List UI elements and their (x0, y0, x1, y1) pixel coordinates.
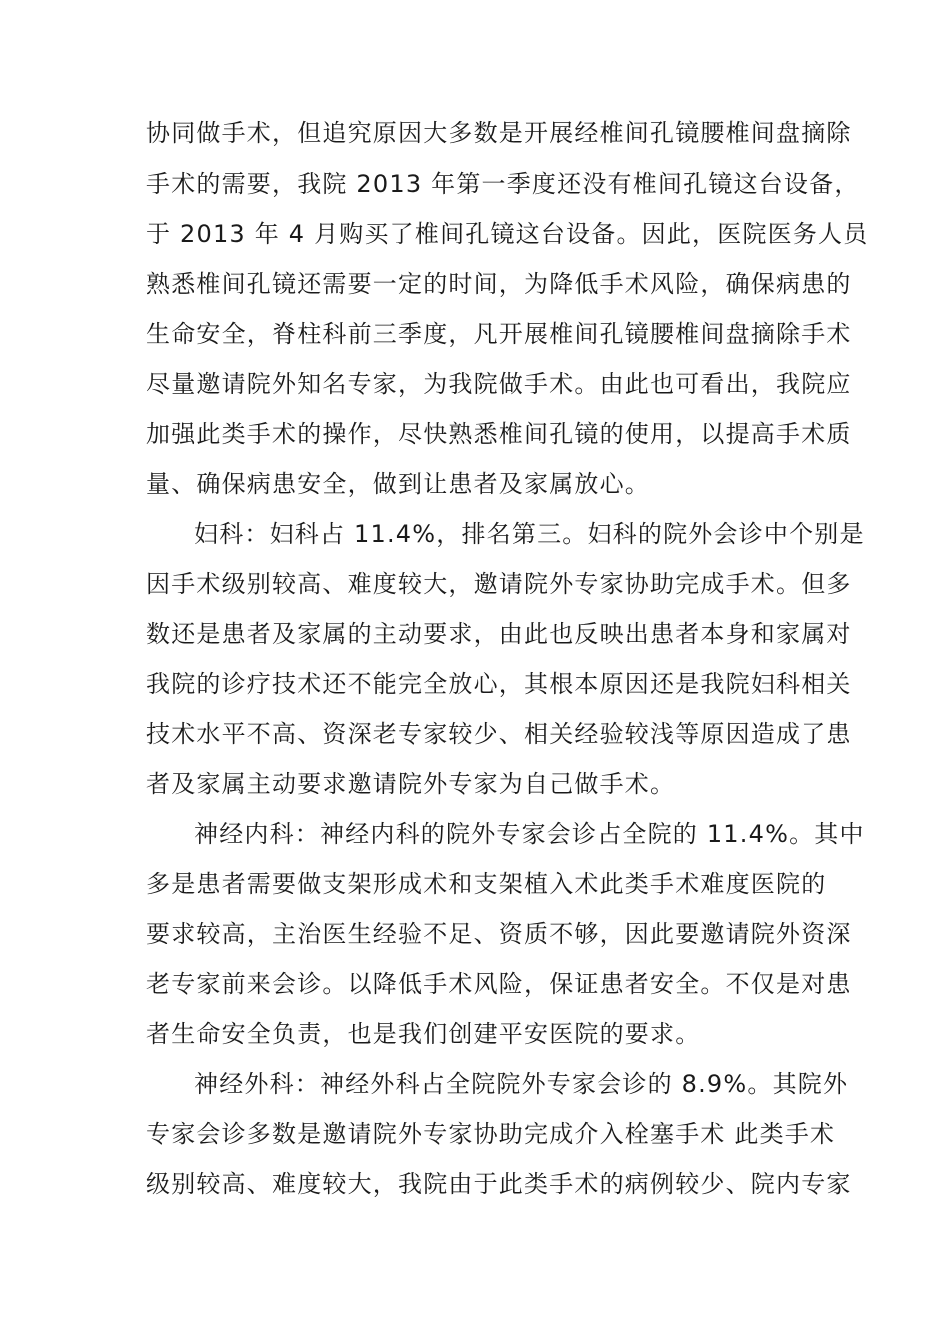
text-line: 协同做手术，但追究原因大多数是开展经椎间孔镜腰椎间盘摘除 (146, 119, 852, 147)
text-line: 要求较高，主治医生经验不足、资质不够，因此要邀请院外资深 (146, 920, 852, 948)
text-line: 加强此类手术的操作，尽快熟悉椎间孔镜的使用，以提高手术质 (146, 420, 852, 448)
text-line: 尽量邀请院外知名专家，为我院做手术。由此也可看出，我院应 (146, 370, 852, 398)
text-line: 数还是患者及家属的主动要求，由此也反映出患者本身和家属对 (146, 620, 852, 648)
text-line: 因手术级别较高、难度较大，邀请院外专家协助完成手术。但多 (146, 570, 852, 598)
text-line: 级别较高、难度较大，我院由于此类手术的病例较少、院内专家 (146, 1170, 852, 1198)
text-line: 专家会诊多数是邀请院外专家协助完成介入栓塞手术 此类手术 (146, 1120, 836, 1148)
paragraph-neurosurgery-start: 神经外科：神经外科占全院院外专家会诊的 8.9%。其院外 (194, 1070, 849, 1098)
text-line: 老专家前来会诊。以降低手术风险，保证患者安全。不仅是对患 (146, 970, 852, 998)
text-line: 者生命安全负责，也是我们创建平安医院的要求。 (146, 1020, 701, 1048)
text-line: 多是患者需要做支架形成术和支架植入术此类手术难度医院的 (146, 870, 827, 898)
text-line: 熟悉椎间孔镜还需要一定的时间，为降低手术风险，确保病患的 (146, 270, 852, 298)
text-line: 于 2013 年 4 月购买了椎间孔镜这台设备。因此，医院医务人员 (146, 220, 869, 248)
text-line: 量、确保病患安全，做到让患者及家属放心。 (146, 470, 650, 498)
text-line: 我院的诊疗技术还不能完全放心，其根本原因还是我院妇科相关 (146, 670, 852, 698)
text-line: 者及家属主动要求邀请院外专家为自己做手术。 (146, 770, 676, 798)
text-line: 手术的需要，我院 2013 年第一季度还没有椎间孔镜这台设备， (146, 170, 860, 198)
text-line: 技术水平不高、资深老专家较少、相关经验较浅等原因造成了患 (146, 720, 852, 748)
paragraph-neurology-start: 神经内科：神经内科的院外专家会诊占全院的 11.4%。其中 (194, 820, 865, 848)
paragraph-gynecology-start: 妇科：妇科占 11.4%，排名第三。妇科的院外会诊中个别是 (194, 520, 865, 548)
text-line: 生命安全，脊柱科前三季度，凡开展椎间孔镜腰椎间盘摘除手术 (146, 320, 852, 348)
